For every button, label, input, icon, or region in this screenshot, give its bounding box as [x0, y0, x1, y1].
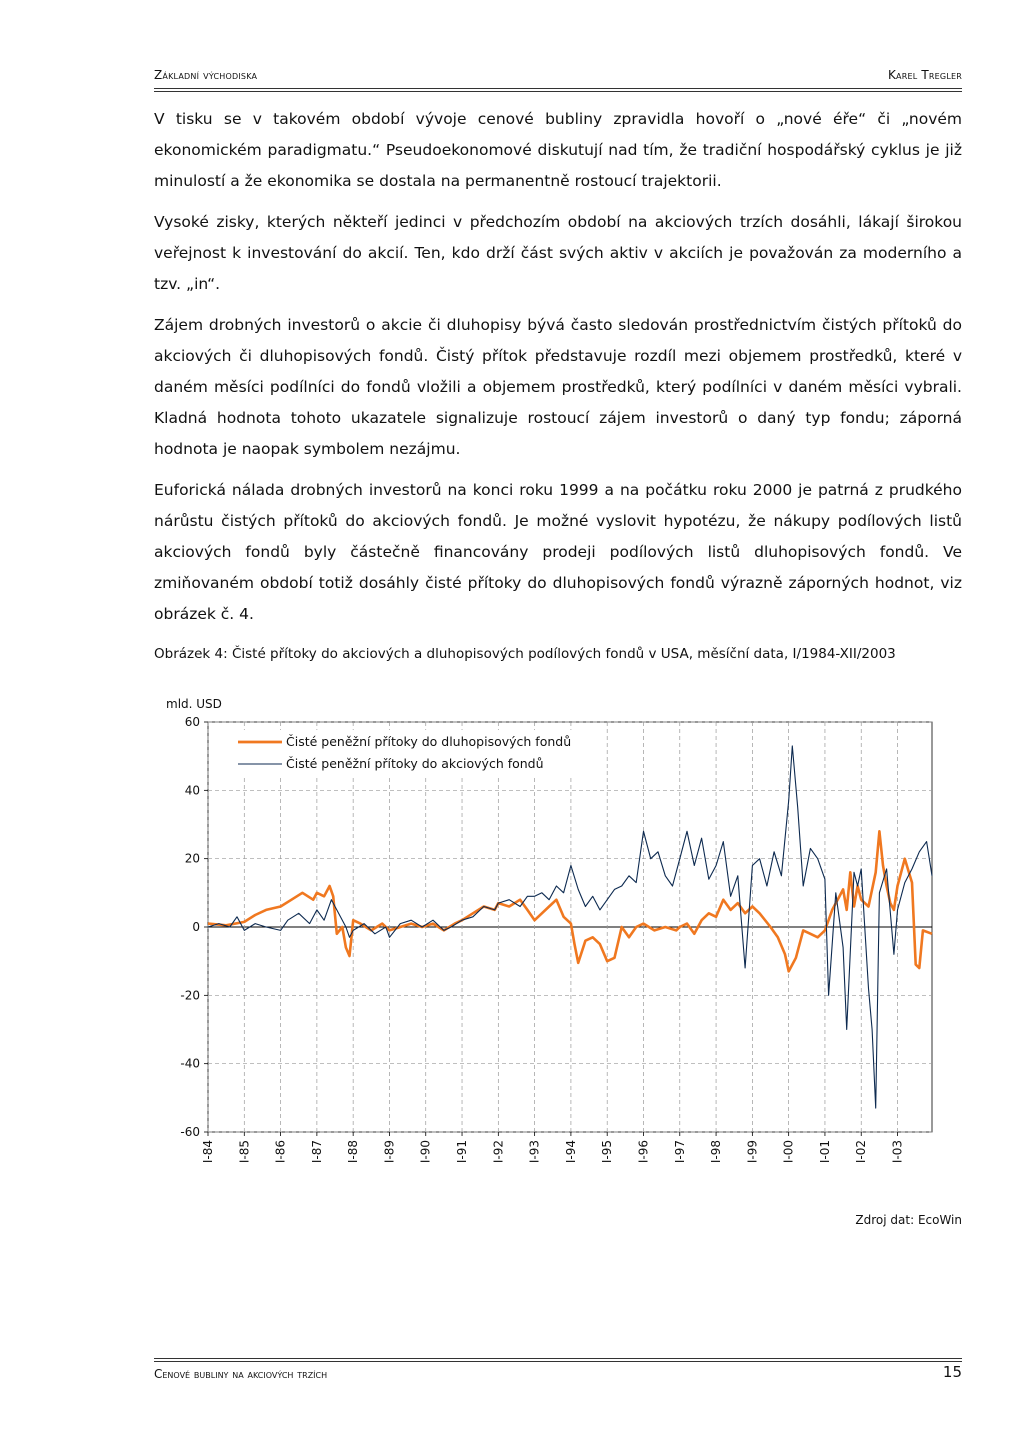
x-tick-label: I-01: [817, 1140, 832, 1164]
figure-caption: Obrázek 4: Čisté přítoky do akciových a dluhopisových podílových fondů v USA, měsíční data, I/1984-XII/2003: [154, 646, 896, 662]
x-tick-label: I-88: [346, 1140, 361, 1164]
page-header: [154, 68, 962, 89]
x-tick-label: I-99: [745, 1140, 760, 1164]
x-tick-label: I-95: [600, 1140, 615, 1164]
page-footer: [154, 1358, 962, 1381]
y-axis-label: mld. USD: [166, 697, 222, 711]
x-tick-label: I-97: [672, 1140, 687, 1164]
paragraph-4: Euforická nálada drobných investorů na konci roku 1999 a na počátku roku 2000 je patrná z prudkého nárůstu čistých přítoků do akciových fondů. Je možné vyslovit hypotézu, že nákupy podílových listů akciových fondů byly částečně financovány prodeji podílových listů dluhopisových fondů. Ve zmiňovaném období totiž dosáhly čisté přítoky do dluhopisových fondů výrazně záporných hodnot, viz obrázek č. 4.: [154, 481, 962, 623]
y-tick-label: 60: [184, 715, 200, 729]
y-tick-label: -40: [180, 1056, 200, 1071]
paragraph-1: V tisku se v takovém období vývoje cenové bubliny zpravidla hovoří o „nové éře“ či „novém ekonomickém paradigmatu.“ Pseudoekonomové diskutují nad tím, že tradiční hospodářský cyklus je již minulostí a že ekonomika se dostala na permanentně rostoucí trajektorii.: [154, 110, 962, 190]
x-tick-label: I-87: [309, 1140, 324, 1164]
x-axis: [201, 1132, 905, 1163]
y-tick-label: -20: [180, 988, 200, 1003]
y-tick-label: 0: [192, 920, 200, 934]
paragraph-3: Zájem drobných investorů o akcie či dluhopisy bývá často sledován prostřednictvím čistých přítoků do akciových či dluhopisových fondů. Čistý přítok představuje rozdíl mezi objemem prostředků, které v daném měsíci podílníci do fondů vložili a objemem prostředků, který podílníci v daném měsíci vybrali. Kladná hodnota tohoto ukazatele signalizuje rostoucí zájem investorů o daný typ fondu; záporná hodnota je naopak symbolem nezájmu.: [154, 316, 962, 458]
data-source: Zdroj dat: EcoWin: [855, 1213, 962, 1227]
y-tick-label: -60: [180, 1125, 200, 1139]
y-tick-label: 20: [184, 851, 200, 866]
x-tick-label: I-84: [201, 1140, 215, 1164]
x-tick-label: I-98: [709, 1140, 724, 1164]
body-text: [154, 104, 962, 640]
x-tick-label: I-86: [273, 1140, 288, 1164]
x-tick-label: I-93: [527, 1140, 542, 1164]
x-tick-label: I-94: [563, 1140, 578, 1164]
header-section-title: Základní východiska: [154, 68, 258, 82]
x-tick-label: I-92: [491, 1140, 506, 1164]
header-author: Karel Tregler: [887, 68, 962, 82]
legend-label: Čisté peněžní přítoky do dluhopisových fondů: [286, 734, 572, 749]
footer-title: Cenové bubliny na akciových trzích: [154, 1367, 328, 1381]
x-tick-label: I-00: [781, 1140, 796, 1164]
x-tick-label: I-89: [382, 1140, 397, 1164]
x-tick-label: I-91: [455, 1140, 470, 1164]
y-tick-label: 40: [184, 783, 200, 798]
y-axis: [180, 715, 208, 1139]
page-number: 15: [942, 1363, 962, 1381]
x-tick-label: I-03: [890, 1140, 905, 1164]
legend-label: Čisté peněžní přítoky do akciových fondů: [286, 756, 544, 771]
x-tick-label: I-02: [854, 1140, 869, 1164]
x-tick-label: I-85: [237, 1140, 252, 1164]
net-flows-chart: [150, 690, 940, 1190]
legend: [232, 730, 580, 778]
paragraph-2: Vysoké zisky, kterých někteří jedinci v předchozím období na akciových trzích dosáhli, lákají širokou veřejnost k investování do akcií. Ten, kdo drží část svých aktiv v akciích je považován za moderního a tzv. „in“.: [154, 213, 962, 293]
x-tick-label: I-90: [418, 1140, 433, 1164]
x-tick-label: I-96: [636, 1140, 651, 1164]
